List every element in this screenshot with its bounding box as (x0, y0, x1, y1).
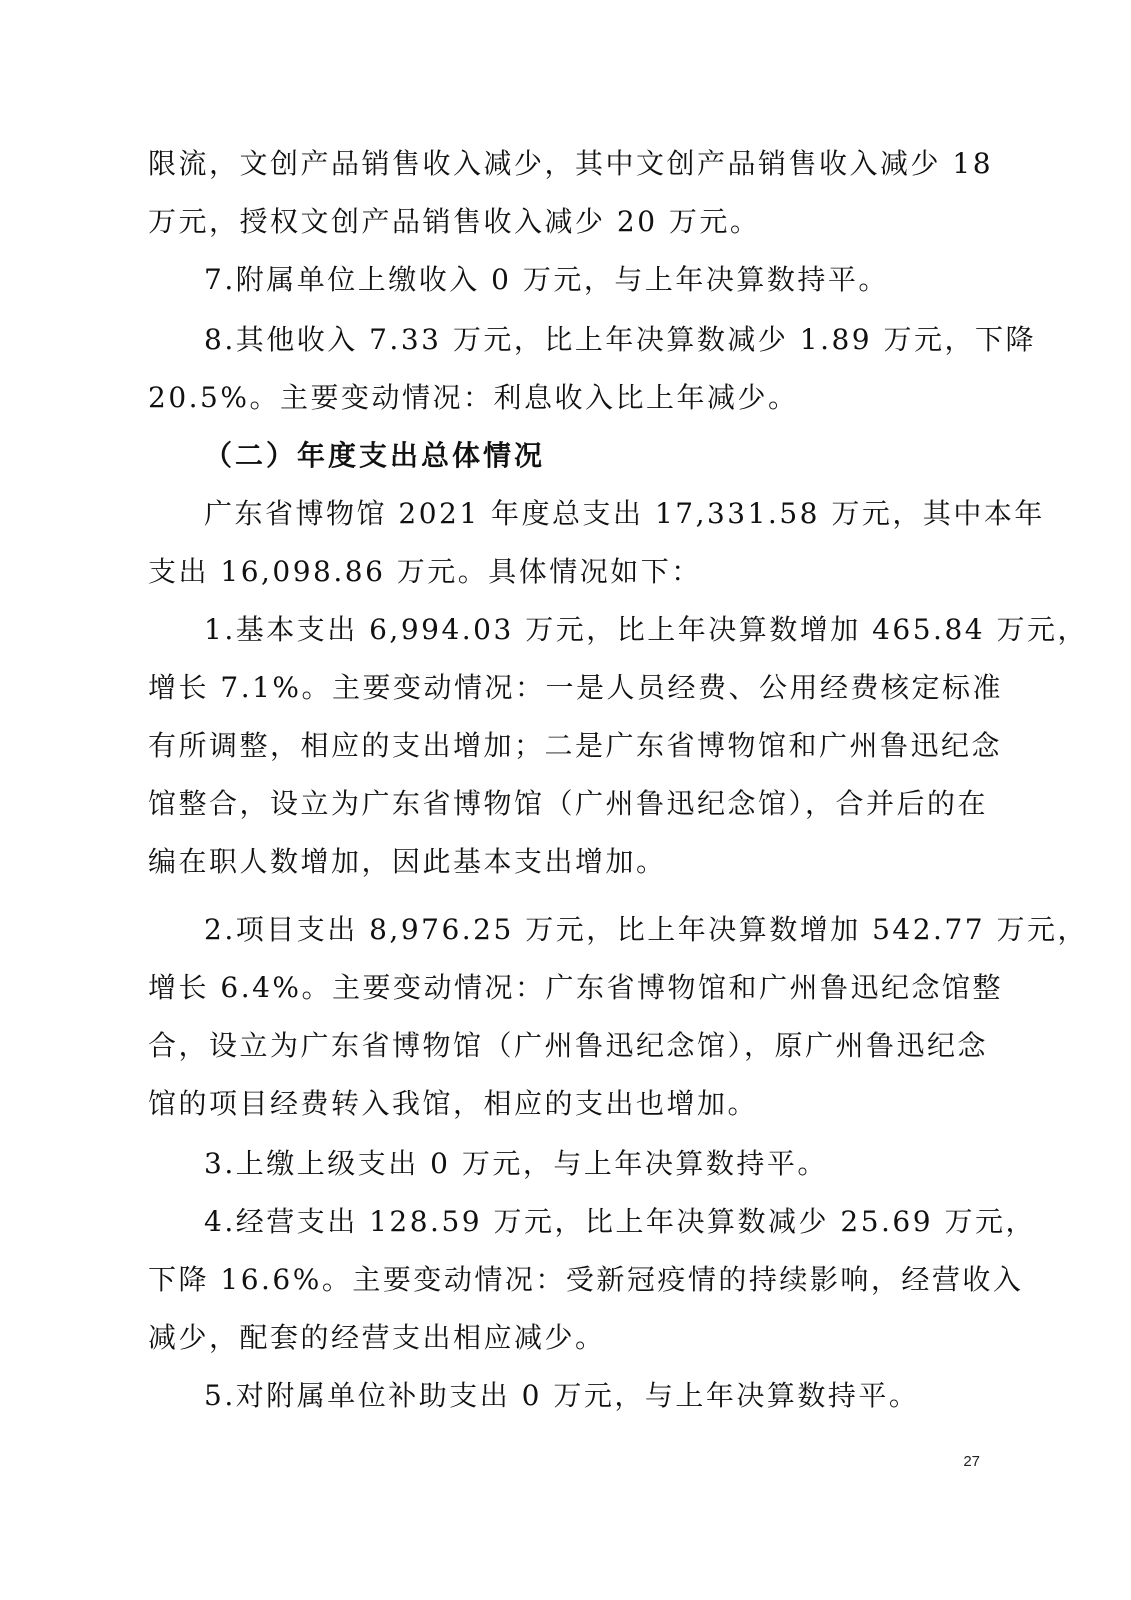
paragraph-line: 限流，文创产品销售收入减少，其中文创产品销售收入减少 18 (148, 147, 994, 180)
paragraph-line: 1.基本支出 6,994.03 万元，比上年决算数增加 465.84 万元， (204, 613, 1088, 646)
paragraph-line: 8.其他收入 7.33 万元，比上年决算数减少 1.89 万元，下降 (204, 323, 1037, 356)
paragraph-line: 3.上缴上级支出 0 万元，与上年决算数持平。 (204, 1147, 828, 1180)
paragraph-line: 万元，授权文创产品销售收入减少 20 万元。 (148, 205, 761, 238)
paragraph-line: 有所调整，相应的支出增加；二是广东省博物馆和广州鲁迅纪念 (148, 729, 1003, 762)
paragraph-line: 编在职人数增加，因此基本支出增加。 (148, 845, 667, 878)
paragraph-line: 下降 16.6%。主要变动情况：受新冠疫情的持续影响，经营收入 (148, 1263, 1024, 1296)
paragraph-line: 7.附属单位上缴收入 0 万元，与上年决算数持平。 (204, 263, 889, 296)
paragraph-line: 5.对附属单位补助支出 0 万元，与上年决算数持平。 (204, 1379, 920, 1412)
paragraph-line: 支出 16,098.86 万元。具体情况如下： (148, 555, 702, 588)
paragraph-line: 增长 6.4%。主要变动情况：广东省博物馆和广州鲁迅纪念馆整 (148, 971, 1004, 1004)
paragraph-line: 增长 7.1%。主要变动情况：一是人员经费、公用经费核定标准 (148, 671, 1004, 704)
page-number: 27 (963, 1453, 980, 1470)
paragraph-line: 合，设立为广东省博物馆（广州鲁迅纪念馆），原广州鲁迅纪念 (148, 1029, 989, 1062)
paragraph-line: 馆整合，设立为广东省博物馆（广州鲁迅纪念馆），合并后的在 (148, 787, 989, 820)
paragraph-line: 广东省博物馆 2021 年度总支出 17,331.58 万元，其中本年 (204, 497, 1045, 530)
paragraph-line: 馆的项目经费转入我馆，相应的支出也增加。 (148, 1087, 759, 1120)
paragraph-line: 4.经营支出 128.59 万元，比上年决算数减少 25.69 万元， (204, 1205, 1036, 1238)
section-heading: （二）年度支出总体情况 (204, 439, 546, 472)
paragraph-line: 2.项目支出 8,976.25 万元，比上年决算数增加 542.77 万元， (204, 913, 1088, 946)
paragraph-line: 减少，配套的经营支出相应减少。 (148, 1321, 606, 1354)
paragraph-line: 20.5%。主要变动情况：利息收入比上年减少。 (148, 381, 799, 414)
